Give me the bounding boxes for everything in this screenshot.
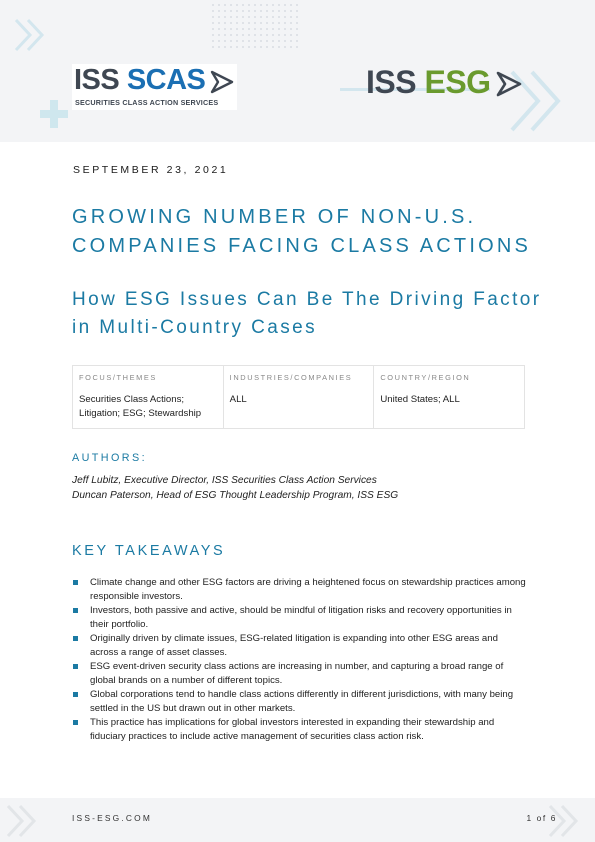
meta-heading: FOCUS/THEMES [79,373,157,382]
list-item [72,660,527,687]
iss-scas-logo-iss: ISS [74,64,127,96]
iss-esg-logo [366,62,526,102]
square-bullet-icon [73,608,78,613]
logo-arrow-icon [496,71,522,97]
list-item-text: This practice has implications for global investors interested in expanding their stewardship and fiduciary practices to include active management of securities class action risk. [90,717,495,742]
meta-heading: COUNTRY/REGION [380,373,471,382]
iss-esg-logo-esg: ESG [424,64,491,100]
list-item-text: Originally driven by climate issues, ESG-related litigation is expanding into other ESG areas and across a range of asset classes. [90,633,498,658]
square-bullet-icon [73,580,78,585]
iss-scas-logo-scas: SCAS [126,64,206,96]
authors-heading: AUTHORS: [72,452,147,464]
page-number: 1 of 6 [526,813,557,823]
meta-value: United States; ALL [380,394,460,405]
logo-arrow-icon [210,70,234,94]
iss-scas-logo-wordmark [74,66,205,95]
meta-value: ALL [229,394,247,405]
square-bullet-icon [73,720,78,725]
footer-website-link[interactable]: ISS-ESG.COM [72,813,153,823]
list-item [72,716,527,743]
list-item [72,576,527,603]
header-band [0,0,595,142]
iss-esg-logo-wordmark [366,66,491,98]
list-item [72,604,527,631]
page-title: GROWING NUMBER OF NON-U.S. COMPANIES FACING CLASS ACTIONS [72,206,532,257]
meta-industries-companies [224,366,375,428]
metadata-table [72,365,525,429]
meta-heading: INDUSTRIES/COMPANIES [229,373,353,382]
iss-scas-logo-tagline: SECURITIES CLASS ACTION SERVICES [75,98,219,107]
author-line: Duncan Paterson, Head of ESG Thought Leadership Program, ISS ESG [72,490,399,501]
list-item [72,632,527,659]
meta-value: Securities Class Actions; Litigation; ESG; Stewardship [79,394,202,419]
iss-esg-logo-iss: ISS [366,64,425,100]
key-takeaways-heading: KEY TAKEAWAYS [72,543,226,559]
plus-decoration-icon [40,100,68,128]
list-item-text: Global corporations tend to handle class actions differently in different jurisdictions, with many being settled in the US but drawn out in other markets. [90,689,514,714]
dot-grid-decoration-icon [210,2,300,52]
publication-date: SEPTEMBER 23, 2021 [73,164,229,176]
list-item [72,688,527,715]
list-item-text: Climate change and other ESG factors are driving a heightened focus on stewardship practices among responsible investors. [90,577,526,602]
list-item-text: Investors, both passive and active, should be mindful of litigation risks and recovery opportunities in their portfolio. [90,605,512,630]
chevron-decoration-icon [14,18,54,52]
key-takeaways-list [72,576,527,744]
square-bullet-icon [73,664,78,669]
iss-scas-logo [72,64,237,110]
square-bullet-icon [73,636,78,641]
list-item-text: ESG event-driven security class actions are increasing in number, and capturing a broad range of global brands on a number of different topics. [90,661,504,686]
square-bullet-icon [73,692,78,697]
meta-focus-themes [73,366,224,428]
meta-country-region [374,366,524,428]
chevron-decoration-icon [6,804,46,838]
author-line: Jeff Lubitz, Executive Director, ISS Securities Class Action Services [72,475,377,486]
page-subtitle: How ESG Issues Can Be The Driving Factor in Multi-Country Cases [72,289,542,338]
